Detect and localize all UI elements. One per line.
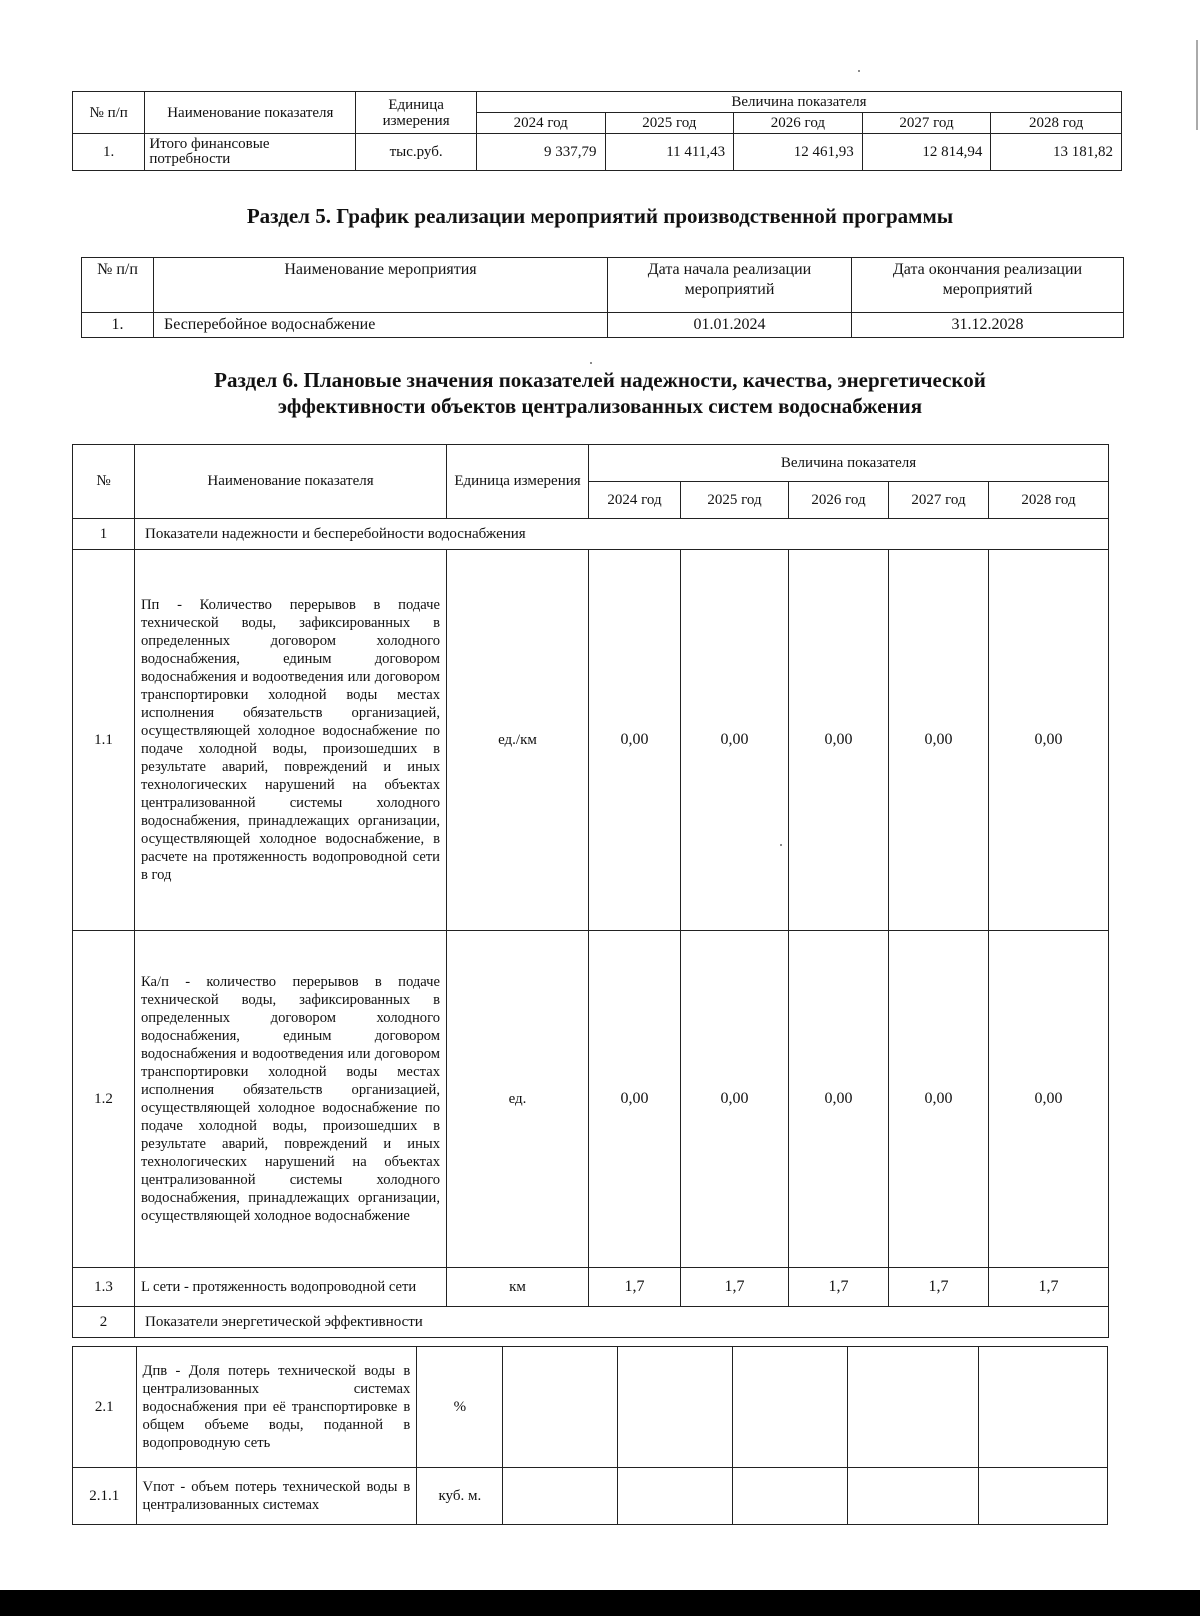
scan-speck	[780, 844, 782, 846]
header-year: 2027 год	[889, 482, 989, 519]
header-year: 2027 год	[862, 113, 991, 134]
row-value: 0,00	[589, 931, 681, 1268]
header-year: 2028 год	[989, 482, 1109, 519]
section6-title	[0, 367, 1200, 419]
row-unit: км	[447, 1268, 589, 1307]
table-row	[73, 931, 1109, 1268]
row-value-empty	[503, 1468, 618, 1525]
row-name: Дпв - Доля потерь технической воды в централизованных системах водоснабжения при её транспортировке в общем объеме воды, поданной в водопроводную сеть	[136, 1347, 417, 1468]
row-name: Vпот - объем потерь технической воды в централизованных системах	[136, 1468, 417, 1525]
row-num: 2.1	[73, 1347, 137, 1468]
row-value: 0,00	[989, 931, 1109, 1268]
row-value: 1,7	[681, 1268, 789, 1307]
row-value-empty	[978, 1347, 1107, 1468]
row-value: 9 337,79	[476, 134, 605, 171]
header-year: 2024 год	[589, 482, 681, 519]
header-year: 2024 год	[476, 113, 605, 134]
header-num: № п/п	[73, 92, 145, 134]
header-name: Наименование мероприятия	[154, 258, 608, 313]
row-value: 0,00	[989, 550, 1109, 931]
group-num: 1	[73, 519, 135, 550]
header-num: №	[73, 445, 135, 519]
row-value: 0,00	[889, 550, 989, 931]
row-num: 1.	[82, 313, 154, 338]
row-value: 12 461,93	[734, 134, 863, 171]
row-value: 11 411,43	[605, 134, 734, 171]
row-value: 1,7	[789, 1268, 889, 1307]
row-unit: ед./км	[447, 550, 589, 931]
header-year: 2028 год	[991, 113, 1122, 134]
row-value: 0,00	[681, 931, 789, 1268]
table-row	[73, 1468, 1108, 1525]
scan-bottom-border	[0, 1590, 1200, 1616]
scan-edge-mark	[1196, 40, 1198, 130]
row-num: 1.3	[73, 1268, 135, 1307]
row-value: 1,7	[889, 1268, 989, 1307]
row-num: 1.1	[73, 550, 135, 931]
section6-table	[72, 444, 1109, 1338]
header-year: 2026 год	[734, 113, 863, 134]
header-name: Наименование показателя	[145, 92, 356, 134]
row-value-empty	[618, 1468, 733, 1525]
header-value-group: Величина показателя	[589, 445, 1109, 482]
group-name: Показатели энергетической эффективности	[135, 1307, 1109, 1338]
row-value-empty	[503, 1347, 618, 1468]
section6-title-line2: эффективности объектов централизованных систем водоснабжения	[277, 394, 923, 418]
row-value: 0,00	[681, 550, 789, 931]
header-num: № п/п	[82, 258, 154, 313]
row-value: 0,00	[789, 931, 889, 1268]
header-end-date: Дата окончания реализации мероприятий	[852, 258, 1124, 313]
row-name: Бесперебойное водоснабжение	[154, 313, 608, 338]
row-value: 0,00	[889, 931, 989, 1268]
group-row	[73, 1307, 1109, 1338]
table-row	[73, 134, 1122, 171]
row-value-empty	[847, 1347, 978, 1468]
row-value-empty	[732, 1347, 847, 1468]
table-row	[73, 550, 1109, 931]
scan-speck	[858, 70, 860, 72]
row-num: 1.	[73, 134, 145, 171]
row-unit: ед.	[447, 931, 589, 1268]
row-unit: тыс.руб.	[356, 134, 477, 171]
row-value-empty	[847, 1468, 978, 1525]
row-value: 13 181,82	[991, 134, 1122, 171]
row-num: 2.1.1	[73, 1468, 137, 1525]
header-year: 2025 год	[681, 482, 789, 519]
row-name: Ка/п - количество перерывов в подаче технической воды, зафиксированных в определенных договором холодного водоснабжения, единым договором водоснабжения и водоотведения или договором транспортировки холодной воды местах исполнения обязательств организацией, осуществляющей холодное водоснабжение по подаче холодной воды, произошедших в результате аварий, повреждений и иных технологических нарушений на объектах централизованной системы холодного водоснабжения, принадлежащих организации, осуществляющей холодное водоснабжение	[135, 931, 447, 1268]
row-unit: %	[417, 1347, 503, 1468]
group-num: 2	[73, 1307, 135, 1338]
table-row	[73, 1347, 1108, 1468]
row-end-date: 31.12.2028	[852, 313, 1124, 338]
header-name: Наименование показателя	[135, 445, 447, 519]
row-value-empty	[978, 1468, 1107, 1525]
group-row	[73, 519, 1109, 550]
header-year: 2025 год	[605, 113, 734, 134]
scan-speck	[590, 362, 592, 364]
row-value: 1,7	[589, 1268, 681, 1307]
row-value: 0,00	[589, 550, 681, 931]
section5-title: Раздел 5. График реализации мероприятий производственной программы	[246, 204, 954, 228]
table-row	[82, 313, 1124, 338]
financial-needs-table	[72, 91, 1122, 171]
section5-table	[81, 257, 1124, 338]
header-start-date: Дата начала реализации мероприятий	[608, 258, 852, 313]
row-value: 0,00	[789, 550, 889, 931]
row-num: 1.2	[73, 931, 135, 1268]
row-name: L сети - протяженность водопроводной сети	[135, 1268, 447, 1307]
row-value-empty	[732, 1468, 847, 1525]
row-unit: куб. м.	[417, 1468, 503, 1525]
row-name: Итого финансовые потребности	[145, 134, 356, 171]
row-value-empty	[618, 1347, 733, 1468]
row-value: 1,7	[989, 1268, 1109, 1307]
row-start-date: 01.01.2024	[608, 313, 852, 338]
section6-table-continued	[72, 1346, 1108, 1525]
group-name: Показатели надежности и бесперебойности водоснабжения	[135, 519, 1109, 550]
row-value: 12 814,94	[862, 134, 991, 171]
header-unit: Единица измерения	[356, 92, 477, 134]
section6-title-line1: Раздел 6. Плановые значения показателей надежности, качества, энергетической	[214, 368, 986, 392]
header-year: 2026 год	[789, 482, 889, 519]
header-value-group: Величина показателя	[476, 92, 1121, 113]
header-unit: Единица измерения	[447, 445, 589, 519]
row-name: Пп - Количество перерывов в подаче технической воды, зафиксированных в определенных договором холодного водоснабжения, единым договором водоснабжения и водоотведения или договором транспортировки холодной воды местах исполнения обязательств организацией, осуществляющей холодное водоснабжение по подаче холодной воды, произошедших в результате аварий, повреждений и иных технологических нарушений на объектах централизованной системы холодного водоснабжения, принадлежащих организации, осуществляющей холодное водоснабжение, в расчете на протяженность водопроводной сети в год	[135, 550, 447, 931]
table-row	[73, 1268, 1109, 1307]
